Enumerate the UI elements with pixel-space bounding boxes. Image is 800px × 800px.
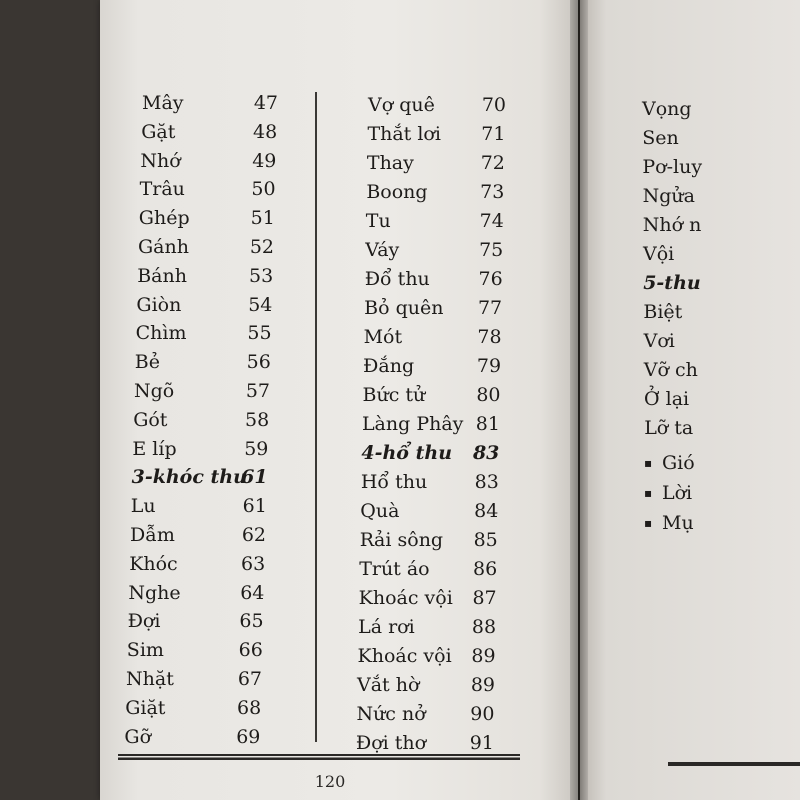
toc-entry-page: 49 [252,149,277,172]
toc-entry-title: Gót [133,408,168,431]
toc-entry-page: 74 [479,210,504,232]
toc-entry-page: 86 [473,558,498,580]
toc-entry-title: Lỡ ta [644,417,694,439]
toc-entry-title: Váy [365,239,400,261]
toc-entry-page: 70 [481,94,506,116]
toc-entry-page: 61 [242,495,267,518]
toc-entry-page: 73 [480,181,505,203]
toc-entry-title: 4-hổ thu [361,442,453,464]
toc-entry-title: Sim [126,639,164,662]
toc-bullet-item: ▪ Mụ [662,512,694,534]
toc-entry-page: 54 [248,293,273,316]
toc-entry-page: 69 [236,725,261,748]
toc-entry-page: 66 [238,639,263,662]
toc-entry-title: Vọng [642,98,692,120]
toc-entry-page: 62 [241,524,266,546]
toc-entry-title: Bẻ [134,351,161,374]
toc-entry-page: 84 [474,500,499,522]
toc-entry-title: Tu [365,210,391,232]
toc-entry-title: Vội [643,243,675,265]
toc-entry-title: Lu [130,495,156,518]
toc-entry-page: 52 [249,236,274,258]
toc-entry-title: Đợi [127,610,161,633]
toc-entry-title: Pơ-luy [642,156,703,178]
toc-entry-page: 65 [239,610,264,633]
toc-bullet-item: ▪ Lời [662,482,692,504]
toc-entry-title: Sen [642,127,679,149]
toc-entry-page: 71 [481,123,506,145]
toc-entry-title: Boong [366,181,428,203]
toc-entry-title: Bức tử [362,384,426,406]
toc-entry-page: 87 [472,587,497,609]
toc-entry-page: 90 [470,703,495,725]
toc-entry-page: 76 [478,268,503,290]
toc-entry-page: 63 [241,552,266,575]
toc-entry-page: 51 [250,207,275,230]
toc-entry-page: 88 [471,616,497,638]
toc-entry-page: 57 [245,380,270,402]
toc-entry-title: Khoác vội [358,587,453,609]
toc-entry-title: Thay [366,152,414,174]
toc-entry-title: Khoác vội [357,645,452,667]
toc-entry-page: 81 [475,413,500,435]
toc-entry-title: Làng Phây [361,413,464,435]
toc-entry-page: 83 [474,471,499,493]
toc-entry-title: Quà [360,500,400,522]
toc-entry-page: 83 [472,442,500,464]
toc-entry-title: Giòn [136,293,182,316]
toc-entry-page: 59 [244,437,269,460]
footer-rule [118,754,520,760]
toc-entry-page: 89 [470,674,495,696]
toc-entry-title: Nghe [128,581,181,604]
right-footer-rule [668,762,800,766]
toc-entry-page: 79 [476,355,502,377]
toc-bullet-item: ▪ Gió [662,452,695,474]
toc-entry-title: Ngửa [642,185,695,207]
toc-entry-title: Đổ thu [364,268,430,290]
toc-entry-title: Gánh [138,236,189,258]
toc-entry-title: Bỏ quên [364,297,444,319]
toc-entry-page: 53 [249,264,274,287]
toc-entry-page: 75 [479,239,504,261]
toc-entry-title: Đắng [363,355,415,377]
toc-entry-title: Đợi thơ [355,732,427,754]
toc-entry-page: 58 [245,408,270,431]
toc-entry-title: Gỡ [124,725,152,748]
toc-entry-page: 80 [476,384,501,406]
toc-entry-title: Ngõ [134,380,175,402]
toc-entry-page: 77 [477,297,503,319]
toc-entry-page: 56 [246,351,271,374]
toc-entry-title: Vơi [643,330,675,352]
toc-entry-title: Vợ quê [368,94,435,116]
toc-entry-title: Ở lại [644,388,690,410]
toc-entry-title: 3-khóc thu [131,466,247,489]
toc-entry-title: Chìm [135,322,187,345]
toc-entry-title: Nhớ [140,149,181,172]
toc-entry-title: Vắt hờ [357,674,420,696]
toc-entry-page: 55 [247,322,272,345]
toc-entry-title: Rải sông [359,529,444,551]
toc-entry-page: 48 [253,120,278,143]
column-divider [315,92,317,742]
right-page [580,0,800,800]
toc-entry-page: 50 [251,178,276,201]
toc-entry-title: Lá rơi [358,616,415,638]
toc-entry-title: Bánh [137,264,187,287]
toc-entry-title: Thắt lơi [367,123,441,145]
toc-entry-page: 89 [471,645,496,667]
toc-entry-title: Trâu [139,178,185,201]
toc-entry-title: Mót [363,326,403,348]
toc-entry-title: Nức nở [356,703,426,725]
toc-entry-page: 91 [469,732,494,754]
page-number: 120 [314,772,346,791]
toc-entry-title: Khóc [129,552,178,575]
toc-entry-title: Ghép [138,207,190,230]
toc-entry-title: Trút áo [359,558,430,580]
toc-section-heading: 5-thu [643,272,701,294]
toc-entry-page: 85 [473,529,498,551]
toc-entry-page: 64 [240,581,265,604]
toc-entry-page: 78 [477,326,502,348]
toc-entry-title: E líp [132,437,177,460]
toc-entry-page: 68 [237,696,262,719]
toc-entry-title: Gặt [141,120,176,143]
toc-entry-title: Vỡ ch [643,359,698,381]
toc-entry-title: Mây [142,92,184,114]
toc-entry-title: Hổ thu [360,471,428,493]
book-gutter [570,0,588,800]
toc-entry-page: 67 [237,668,262,690]
toc-entry-title: Nhặt [126,668,174,690]
toc-entry-page: 47 [253,92,278,114]
toc-entry-title: Dẫm [130,524,175,546]
toc-entry-title: Nhớ n [642,214,702,236]
toc-entry-page: 61 [241,466,268,489]
toc-entry-title: Biệt [643,301,683,323]
toc-entry-page: 72 [480,152,505,174]
toc-entry-title: Giặt [125,696,166,719]
